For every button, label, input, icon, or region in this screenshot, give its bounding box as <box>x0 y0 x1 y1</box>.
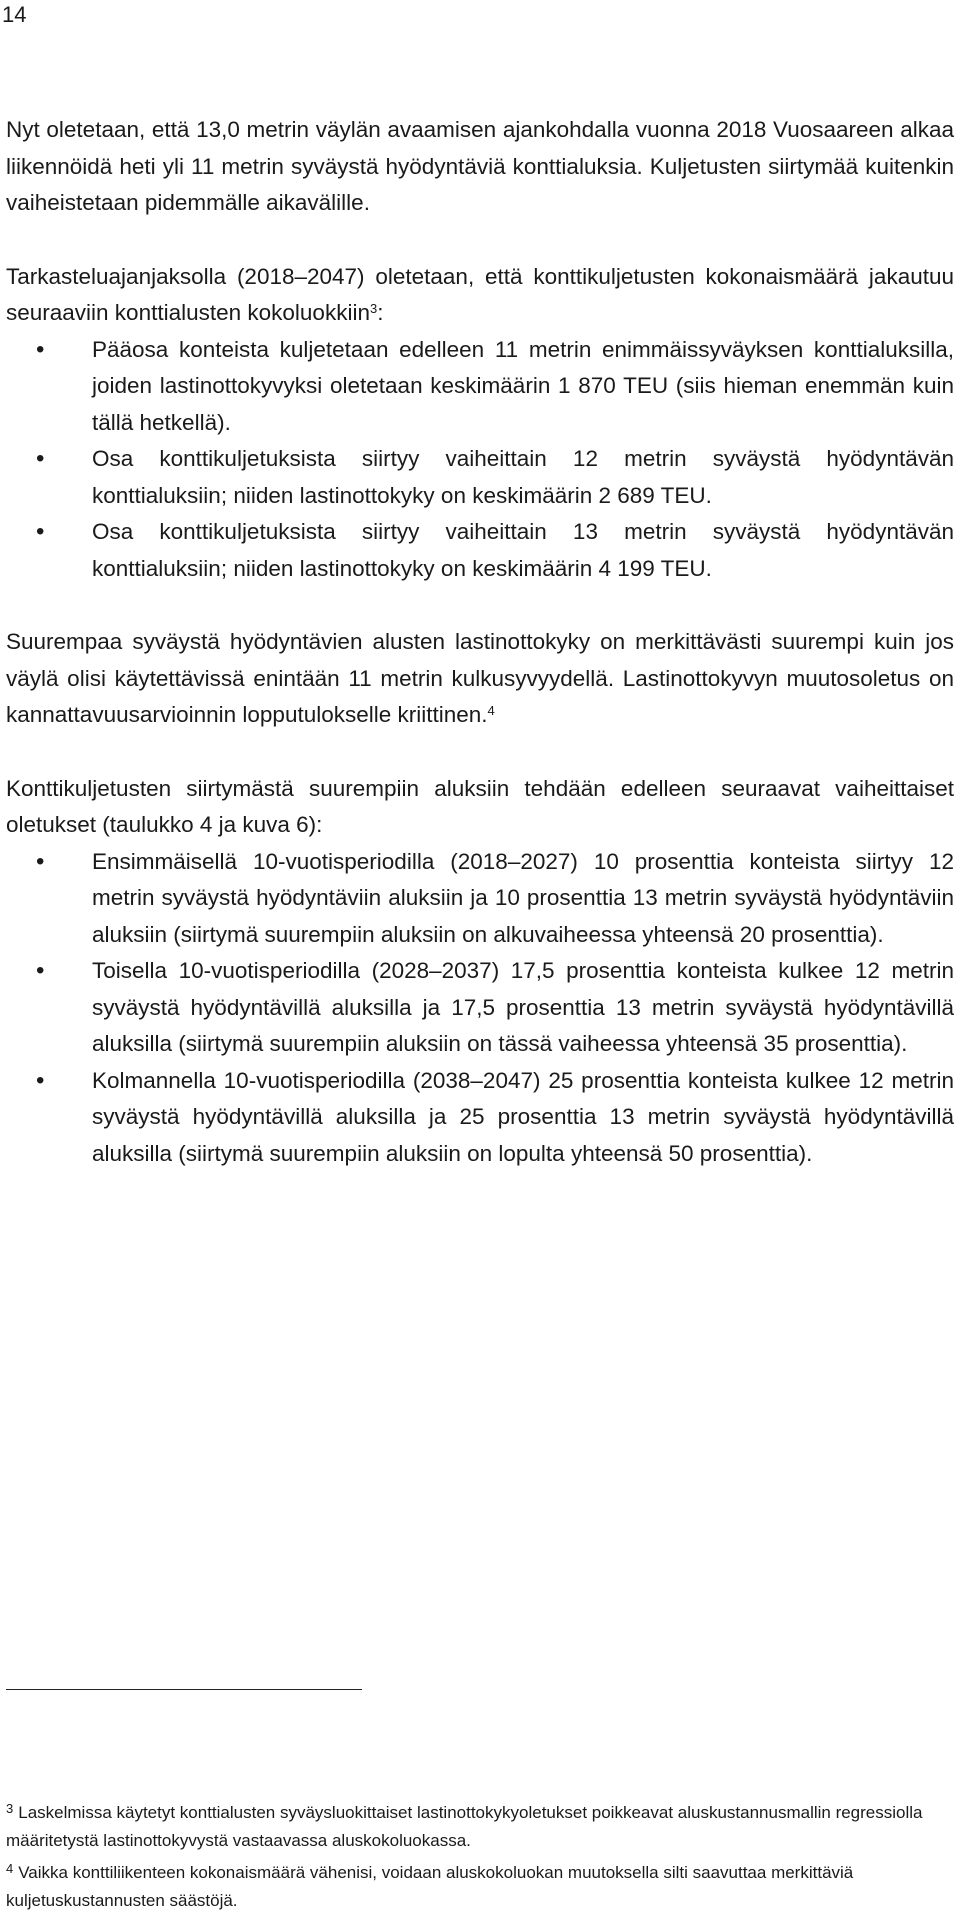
footnote-number: 3 <box>6 1801 14 1816</box>
paragraph-distribution-tail: : <box>377 300 384 325</box>
paragraph-assumptions: Konttikuljetusten siirtymästä suurempiin aluksiin tehdään edelleen seuraavat vaiheittaiset oletukset (taulukko 4 ja kuva 6): <box>6 775 954 837</box>
footnote-text: Vaikka konttiliikenteen kokonaismäärä vähenisi, voidaan aluskokoluokan muutoksella silti saavuttaa merkittäviä kuljetuskustannusten säästöjä. <box>6 1863 854 1910</box>
list-item: • Toisella 10-vuotisperiodilla (2028–2037) 17,5 prosenttia konteista kulkee 12 metrin syväystä hyödyntävillä aluksilla ja 17,5 prosenttia 13 metrin syväystä hyödyntävillä aluksilla (siirtymä suurempiin aluksiin on tässä vaiheessa yhteensä 35 prosenttia). <box>6 953 954 1063</box>
footnote-separator <box>6 1689 362 1690</box>
list-item: • Pääosa konteista kuljetetaan edelleen 11 metrin enimmäissyväyksen konttialuksilla, joiden lastinottokyvyksi oletetaan keskimäärin 1 870 TEU (siis hieman enemmän kuin tällä hetkellä). <box>6 332 954 442</box>
footnote-4 <box>6 1855 954 1915</box>
capacity-list <box>6 332 954 588</box>
footnotes <box>6 1795 954 1915</box>
list-item: • Kolmannella 10-vuotisperiodilla (2038–2047) 25 prosenttia konteista kulkee 12 metrin syväystä hyödyntävillä aluksilla ja 25 prosenttia 13 metrin syväystä hyödyntävillä aluksilla (siirtymä suurempiin aluksiin on lopulta yhteensä 50 prosenttia). <box>6 1063 954 1173</box>
footnote-3 <box>6 1795 954 1855</box>
paragraph-intro: Nyt oletetaan, että 13,0 metrin väylän avaamisen ajankohdalla vuonna 2018 Vuosaareen alkaa liikennöidä heti yli 11 metrin syväystä hyödyntäviä konttialuksia. Kuljetusten siirtymää kuitenkin vaiheistetaan pidemmälle aikavälille. <box>6 117 954 215</box>
list-item: • Ensimmäisellä 10-vuotisperiodilla (2018–2027) 10 prosenttia konteista siirtyy 12 metrin syväystä hyödyntäviin aluksiin ja 10 prosenttia 13 metrin syväystä hyödyntäviin aluksiin (siirtymä suurempiin aluksiin on alkuvaiheessa yhteensä 20 prosenttia). <box>6 844 954 954</box>
list-item: • Osa konttikuljetuksista siirtyy vaiheittain 13 metrin syväystä hyödyntävän konttialuksiin; niiden lastinottokyky on keskimäärin 4 199 TEU. <box>6 514 954 587</box>
paragraph-capacity-note <box>6 624 954 734</box>
footnote-number: 4 <box>6 1861 14 1876</box>
paragraph-distribution <box>6 259 954 332</box>
footnote-text: Laskelmissa käytetyt konttialusten syväysluokittaiset lastinottokykyoletukset poikkeavat aluskustannusmallin regressiolla määritetystä lastinottokyvystä vastaavassa aluskokoluokassa. <box>6 1803 923 1850</box>
paragraph-capacity-note-text: Suurempaa syväystä hyödyntävien alusten lastinottokyky on merkittävästi suurempi kuin jos väylä olisi käytettävissä enintään 11 metrin kulkusyvyydellä. Lastinottokyvyn muutosoletus on kannattavuusarvioinnin lopputulokselle kriittinen. <box>6 629 954 727</box>
footnote-ref-3[interactable]: 3 <box>369 301 378 316</box>
paragraph-distribution-text: Tarkasteluajanjaksolla (2018–2047) oletetaan, että konttikuljetusten kokonaismäärä jakautuu seuraaviin konttialusten kokoluokkiin <box>6 263 954 325</box>
period-list <box>6 844 954 1173</box>
list-item: • Osa konttikuljetuksista siirtyy vaiheittain 12 metrin syväystä hyödyntävän konttialuksiin; niiden lastinottokyky on keskimäärin 2 689 TEU. <box>6 441 954 514</box>
body-text <box>6 112 954 1172</box>
page-number: 14 <box>2 2 27 27</box>
footnote-ref-4[interactable]: 4 <box>487 703 495 718</box>
